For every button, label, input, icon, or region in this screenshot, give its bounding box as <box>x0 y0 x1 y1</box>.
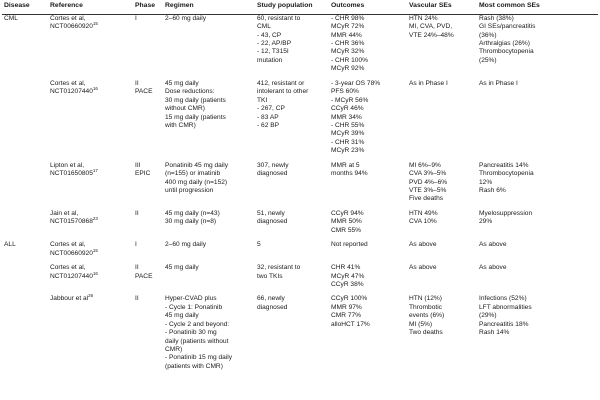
cell-line: - 22, AP/BP <box>257 40 292 47</box>
table-row <box>2 289 598 371</box>
cell-reference <box>48 235 133 258</box>
cell-phase <box>133 14 163 74</box>
cell-line: CML <box>4 14 18 22</box>
cell-disease <box>2 74 48 156</box>
cell-line: diagnosed <box>257 170 288 178</box>
cell-line: MI, CVA, PVD, <box>409 23 453 31</box>
cell-line: Rash (38%) <box>479 14 514 22</box>
cell-disease <box>2 289 48 371</box>
cell-population <box>255 289 329 371</box>
header-most-common-ses: Most common SEs <box>479 2 540 9</box>
clinical-trials-table <box>2 2 598 371</box>
table-body <box>2 14 598 371</box>
cell-line: - Ponatinib 15 mg daily <box>165 354 233 362</box>
cell-line: 45 mg daily <box>165 264 199 272</box>
cell-line: Cortes et al, <box>50 14 86 22</box>
cell-common <box>477 74 598 156</box>
cell-line: Dose reductions: <box>165 88 215 96</box>
cell-line: 51, newly <box>257 209 285 217</box>
reference-superscript: 23 <box>92 216 98 222</box>
cell-line: - CHR 36% <box>331 40 365 47</box>
cell-line: CMR) <box>165 346 183 353</box>
table-header <box>2 2 598 14</box>
cell-outcomes <box>329 258 407 289</box>
cell-line: MMR at 5 <box>331 161 360 169</box>
cell-line: CMR 77% <box>331 312 362 320</box>
cell-vascular <box>407 258 477 289</box>
cell-disease <box>2 204 48 235</box>
cell-line: 45 mg daily <box>165 79 199 87</box>
cell-line: NCT00660920$^{15}$ <box>50 247 98 257</box>
cell-line: 400 mg daily (n=152) <box>165 178 228 186</box>
cell-line: - CHR 55% <box>331 121 365 129</box>
cell-line: 29% <box>479 218 493 226</box>
cell-line: Hyper-CVAD plus <box>165 295 217 303</box>
cell-phase <box>133 258 163 289</box>
cell-line: diagnosed <box>257 303 288 311</box>
cell-line: - 12, T315I <box>257 48 289 56</box>
cell-line: PACE <box>135 88 153 96</box>
cell-line: (patients with CMR) <box>165 362 223 370</box>
cell-outcomes <box>329 14 407 74</box>
reference-superscript: 26 <box>88 293 94 299</box>
cell-line: 5 <box>257 241 261 249</box>
cell-line: Not reported <box>331 241 368 249</box>
cell-line: 66, newly <box>257 295 285 303</box>
cell-line: 2–60 mg daily <box>165 241 207 249</box>
cell-line: PACE <box>135 272 153 280</box>
header-study-population: Study population <box>257 2 313 9</box>
cell-line: 412, resistant or <box>257 79 305 87</box>
cell-line: 45 mg daily <box>165 312 199 320</box>
cell-line: 30 mg daily (n=8) <box>165 218 217 226</box>
cell-line: MCyR 23% <box>331 147 365 155</box>
cell-line: - 62 BP <box>257 121 279 129</box>
cell-vascular <box>407 235 477 258</box>
header-regimen: Regimen <box>165 2 194 9</box>
cell-line: MMR 44% <box>331 31 362 39</box>
cell-line: - CHR 100% <box>331 56 369 64</box>
cell-reference <box>48 14 133 74</box>
cell-line: CVA 10% <box>409 218 437 226</box>
cell-reference <box>48 156 133 204</box>
cell-line: mutation <box>257 56 283 64</box>
cell-line: - CHR 31% <box>331 138 365 146</box>
cell-line: VTE 3%–5% <box>409 187 447 194</box>
cell-line: Ponatinib 45 mg daily <box>165 161 229 169</box>
cell-disease <box>2 14 48 74</box>
cell-line: NCT01650805$^{17}$ <box>50 167 98 178</box>
cell-line: (25%) <box>479 56 497 64</box>
header-disease: Disease <box>4 2 30 9</box>
cell-regimen <box>163 258 255 289</box>
cell-line: daily (patients without <box>165 337 229 345</box>
cell-line: without CMR) <box>165 105 205 113</box>
cell-line: Two deaths <box>409 329 443 337</box>
reference-superscript: 16 <box>92 86 98 91</box>
cell-line: - 43, CP <box>257 31 282 39</box>
cell-common <box>477 204 598 235</box>
header-phase: Phase <box>135 2 156 9</box>
cell-line: MI (5%) <box>409 320 433 328</box>
cell-line: II <box>135 209 139 217</box>
cell-reference <box>48 204 133 235</box>
cell-line: CML <box>257 23 271 31</box>
cell-line: CCyR 94% <box>331 209 364 217</box>
cell-line: (29%) <box>479 312 497 320</box>
cell-reference <box>48 74 133 156</box>
cell-line: 2–60 mg daily <box>165 14 207 22</box>
cell-line: diagnosed <box>257 218 288 226</box>
cell-common <box>477 235 598 258</box>
cell-line: HTN (12%) <box>409 295 442 303</box>
table-row <box>2 14 598 74</box>
cell-line: Pancreatitis 14% <box>479 161 529 169</box>
cell-reference <box>48 258 133 289</box>
cell-line: As in Phase I <box>409 79 448 87</box>
table-row <box>2 235 598 258</box>
cell-line: II <box>135 295 139 303</box>
cell-outcomes <box>329 74 407 156</box>
cell-line: NCT01207440$^{16}$ <box>50 86 98 96</box>
cell-line: alloHCT 17% <box>331 320 370 328</box>
cell-line: CHR 41% <box>331 264 361 272</box>
cell-outcomes <box>329 156 407 204</box>
cell-outcomes <box>329 289 407 371</box>
cell-line: CCyR 100% <box>331 295 368 303</box>
header-outcomes: Outcomes <box>331 2 365 9</box>
cell-line: - CHR 98% <box>331 14 365 22</box>
cell-line: 15 mg daily (patients <box>165 113 226 121</box>
reference-superscript: 15 <box>92 20 98 26</box>
cell-line: MMR 34% <box>331 113 362 121</box>
table-row <box>2 74 598 156</box>
cell-line: - Cycle 1: Ponatinib <box>165 303 223 311</box>
cell-line: I <box>135 241 137 249</box>
cell-line: Rash 6% <box>479 187 506 194</box>
cell-line: II <box>135 79 139 87</box>
cell-line: MCyR 47% <box>331 272 365 280</box>
cell-line: NCT00660920$^{15}$ <box>50 20 98 31</box>
cell-regimen <box>163 14 255 74</box>
cell-phase <box>133 156 163 204</box>
cell-line: CVA 3%–5% <box>409 170 447 178</box>
cell-line: III <box>135 161 141 169</box>
cell-line: NCT01570868$^{23}$ <box>50 216 98 226</box>
header-vascular-ses: Vascular SEs <box>409 2 452 9</box>
cell-line: MCyR 32% <box>331 48 365 56</box>
cell-line: 32, resistant to <box>257 264 301 272</box>
cell-line: Arthralgias (26%) <box>479 40 530 47</box>
cell-line: As above <box>409 241 437 249</box>
cell-line: MCyR 72% <box>331 23 365 31</box>
cell-population <box>255 74 329 156</box>
cell-common <box>477 258 598 289</box>
cell-vascular <box>407 74 477 156</box>
cell-line: EPIC <box>135 170 151 178</box>
cell-regimen <box>163 289 255 371</box>
cell-line: Myelosuppression <box>479 209 533 217</box>
cell-line: - 83 AP <box>257 113 279 121</box>
cell-disease <box>2 258 48 289</box>
cell-line: Thrombotic <box>409 303 442 311</box>
cell-line: Thrombocytopenia <box>479 48 534 56</box>
cell-population <box>255 235 329 258</box>
cell-line: 45 mg daily (n=43) <box>165 209 220 217</box>
cell-line: II <box>135 264 139 272</box>
cell-line: Cortes et al, <box>50 264 86 272</box>
table-row <box>2 258 598 289</box>
cell-line: - Cycle 2 and beyond: <box>165 320 230 328</box>
cell-line: As above <box>409 264 437 272</box>
cell-population <box>255 14 329 74</box>
cell-population <box>255 204 329 235</box>
cell-population <box>255 258 329 289</box>
cell-line: ALL <box>4 241 16 249</box>
cell-phase <box>133 74 163 156</box>
cell-line: (n=155) or imatinib <box>165 170 221 178</box>
cell-common <box>477 156 598 204</box>
cell-line: with CMR) <box>165 121 196 129</box>
cell-line: intolerant to other <box>257 88 309 96</box>
cell-common <box>477 289 598 371</box>
cell-line: CCyR 46% <box>331 105 364 113</box>
cell-line: MCyR 92% <box>331 65 365 73</box>
cell-vascular <box>407 14 477 74</box>
cell-outcomes <box>329 204 407 235</box>
cell-line: TKI <box>257 96 268 104</box>
cell-line: NCT01207440$^{16}$ <box>50 270 98 280</box>
cell-common <box>477 14 598 74</box>
header-reference: Reference <box>50 2 83 9</box>
cell-reference <box>48 289 133 371</box>
cell-line: - 3-year OS 78% <box>331 79 381 87</box>
cell-line: As above <box>479 241 507 249</box>
cell-line: HTN 24% <box>409 14 438 22</box>
cell-line: Lipton et al, <box>50 161 85 169</box>
cell-line: events (6%) <box>409 312 445 320</box>
cell-line: 30 mg daily (patients <box>165 96 226 104</box>
cell-disease <box>2 235 48 258</box>
cell-disease <box>2 156 48 204</box>
reference-superscript: 16 <box>92 270 98 276</box>
cell-line: Pancreatitis 18% <box>479 320 529 328</box>
cell-vascular <box>407 204 477 235</box>
cell-line: MMR 97% <box>331 303 362 311</box>
cell-line: Rash 14% <box>479 329 510 337</box>
cell-line: MCyR 39% <box>331 130 365 138</box>
cell-regimen <box>163 204 255 235</box>
cell-line: As above <box>479 264 507 272</box>
cell-line: MMR 50% <box>331 218 362 226</box>
cell-phase <box>133 235 163 258</box>
cell-line: - 267, CP <box>257 105 285 113</box>
cell-line: Cortes et al, <box>50 241 86 249</box>
cell-line: until progression <box>165 187 214 194</box>
cell-line: - Ponatinib 30 mg <box>165 329 217 337</box>
cell-regimen <box>163 156 255 204</box>
cell-line: PFS 60% <box>331 88 359 96</box>
cell-line: Five deaths <box>409 195 444 203</box>
cell-line: CCyR 38% <box>331 280 364 288</box>
cell-outcomes <box>329 235 407 258</box>
cell-line: 12% <box>479 178 493 186</box>
cell-line: CMR 55% <box>331 226 362 234</box>
cell-line: Infections (52%) <box>479 295 527 303</box>
cell-line: PVD 4%–6% <box>409 178 448 186</box>
cell-line: 307, newly <box>257 161 289 169</box>
cell-line: Thrombocytopenia <box>479 170 534 178</box>
cell-line: LFT abnormalities <box>479 303 532 311</box>
cell-line: Cortes et al, <box>50 79 86 87</box>
cell-line: two TKIs <box>257 272 283 280</box>
cell-vascular <box>407 289 477 371</box>
table-row <box>2 156 598 204</box>
cell-line: Jain et al, <box>50 209 79 217</box>
cell-line: GI SEs/pancreatitis <box>479 23 536 31</box>
cell-line: Jabbour et $al^{26}$ <box>50 293 94 303</box>
cell-line: As in Phase I <box>479 79 518 87</box>
header-row <box>2 2 598 14</box>
reference-superscript: 17 <box>92 167 98 173</box>
cell-regimen <box>163 74 255 156</box>
cell-phase <box>133 289 163 371</box>
cell-regimen <box>163 235 255 258</box>
reference-superscript: 15 <box>92 247 98 253</box>
cell-line: - MCyR 56% <box>331 96 369 104</box>
cell-line: MI 6%–9% <box>409 161 441 169</box>
cell-line: 60, resistant to <box>257 14 301 22</box>
cell-line: VTE 24%–48% <box>409 31 454 39</box>
cell-line: (36%) <box>479 31 497 39</box>
cell-phase <box>133 204 163 235</box>
cell-line: months 94% <box>331 170 368 178</box>
cell-population <box>255 156 329 204</box>
table-row <box>2 204 598 235</box>
cell-line: HTN 49% <box>409 209 438 217</box>
cell-line: I <box>135 14 137 22</box>
cell-vascular <box>407 156 477 204</box>
